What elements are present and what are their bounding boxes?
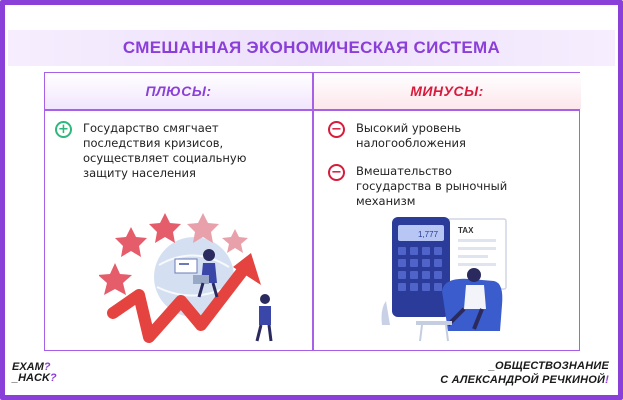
- svg-text:1,777: 1,777: [418, 230, 439, 239]
- minus-circle-icon: −: [328, 121, 345, 138]
- growth-arrow-illustration: [99, 205, 274, 345]
- exam-hack-logo: EXAM? _HACK?: [12, 361, 57, 384]
- man-figure: [257, 294, 271, 341]
- course-credit: _ОБЩЕСТВОЗНАНИЕ С АЛЕКСАНДРОЙ РЕЧКИНОЙ!: [440, 360, 609, 386]
- minus-item: [328, 164, 507, 209]
- plus-circle-icon: +: [55, 121, 72, 138]
- comparison-table: [44, 72, 580, 351]
- header-divider: [45, 109, 579, 111]
- minuses-header: МИНУСЫ:: [313, 73, 581, 109]
- svg-text:TAX: TAX: [458, 226, 474, 235]
- minus-item-text: Высокий уровень налогообложения: [356, 121, 466, 150]
- pluses-header: ПЛЮСЫ:: [45, 73, 312, 109]
- plus-item-text: Государство смягчает последствия кризисов, осуществляет социальную защиту населения: [83, 121, 247, 180]
- minus-circle-icon: −: [328, 164, 345, 181]
- page-title: СМЕШАННАЯ ЭКОНОМИЧЕСКАЯ СИСТЕМА: [122, 38, 501, 57]
- minus-item: [328, 121, 466, 151]
- tax-calculator-illustration: [378, 213, 538, 345]
- plus-item: [55, 121, 246, 181]
- minus-item-text: Вмешательство государства в рыночный механизм: [356, 164, 508, 208]
- column-divider: [312, 73, 314, 350]
